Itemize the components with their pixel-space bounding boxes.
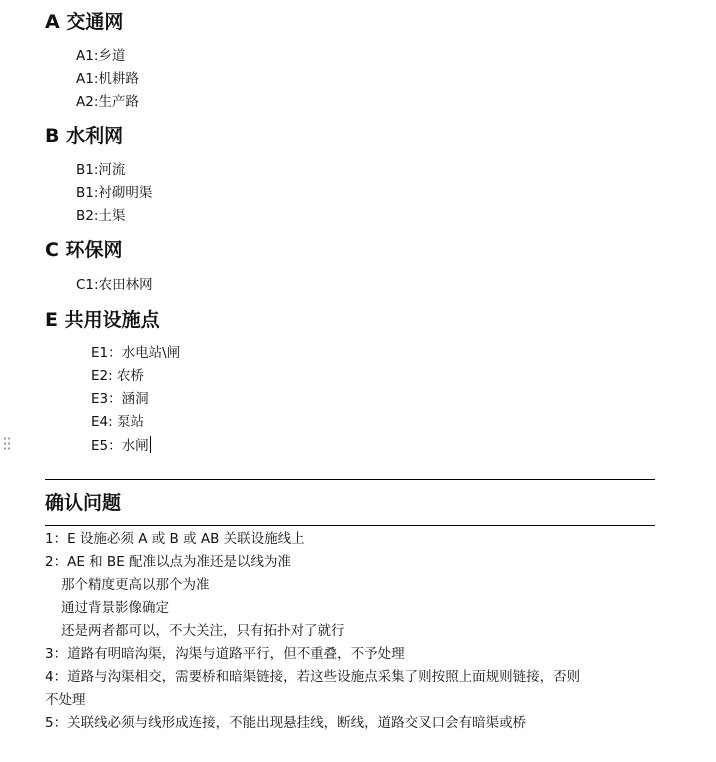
drag-handle-dots bbox=[3, 436, 11, 452]
list-item-e1: E1：水电站\闸 bbox=[91, 345, 181, 361]
divider-bottom bbox=[45, 525, 655, 526]
question-line-2-option-c: 还是两者都可以，不大关注，只有拓扑对了就行 bbox=[61, 623, 345, 639]
list-item-a1-farm-road: A1:机耕路 bbox=[76, 71, 139, 87]
list-item-e2: E2: 农桥 bbox=[91, 368, 144, 384]
list-item-a1-rural-road: A1:乡道 bbox=[76, 48, 126, 64]
question-line-1: 1：E 设施必须 A 或 B 或 AB 关联设施线上 bbox=[45, 531, 305, 547]
question-line-2-option-a: 那个精度更高以那个为准 bbox=[61, 577, 210, 593]
list-item-e5-text: E5：水闸 bbox=[91, 438, 149, 454]
text-cursor bbox=[150, 436, 152, 453]
confirm-title: 确认问题 bbox=[45, 492, 122, 514]
list-item-e4: E4: 泵站 bbox=[91, 414, 144, 430]
list-item-e5[interactable] bbox=[91, 436, 151, 455]
heading-a: A 交通网 bbox=[45, 11, 124, 33]
list-item-b2-earth-canal: B2:土渠 bbox=[76, 208, 126, 224]
divider-top bbox=[45, 479, 655, 480]
list-item-c1-forest-net: C1:农田林网 bbox=[76, 277, 153, 293]
question-line-4-continued: 不处理 bbox=[45, 692, 86, 708]
question-line-3: 3：道路有明暗沟渠，沟渠与道路平行，但不重叠，不予处理 bbox=[45, 646, 405, 662]
heading-c: C 环保网 bbox=[45, 239, 123, 261]
question-line-5: 5：关联线必须与线形成连接，不能出现悬挂线，断线，道路交叉口会有暗渠或桥 bbox=[45, 715, 527, 731]
heading-e: E 共用设施点 bbox=[45, 309, 160, 331]
list-item-e3: E3：涵洞 bbox=[91, 391, 149, 407]
heading-b: B 水利网 bbox=[45, 125, 124, 147]
list-item-b1-river: B1:河流 bbox=[76, 162, 126, 178]
drag-handle-icon[interactable] bbox=[3, 436, 11, 452]
question-line-2-option-b: 通过背景影像确定 bbox=[61, 600, 169, 616]
question-line-2: 2：AE 和 BE 配准以点为准还是以线为准 bbox=[45, 554, 292, 570]
list-item-b1-lined-canal: B1:衬砌明渠 bbox=[76, 185, 153, 201]
list-item-a2-production-road: A2:生产路 bbox=[76, 94, 139, 110]
question-line-4: 4：道路与沟渠相交，需要桥和暗渠链接，若这些设施点采集了则按照上面规则链接，否则 bbox=[45, 669, 581, 685]
